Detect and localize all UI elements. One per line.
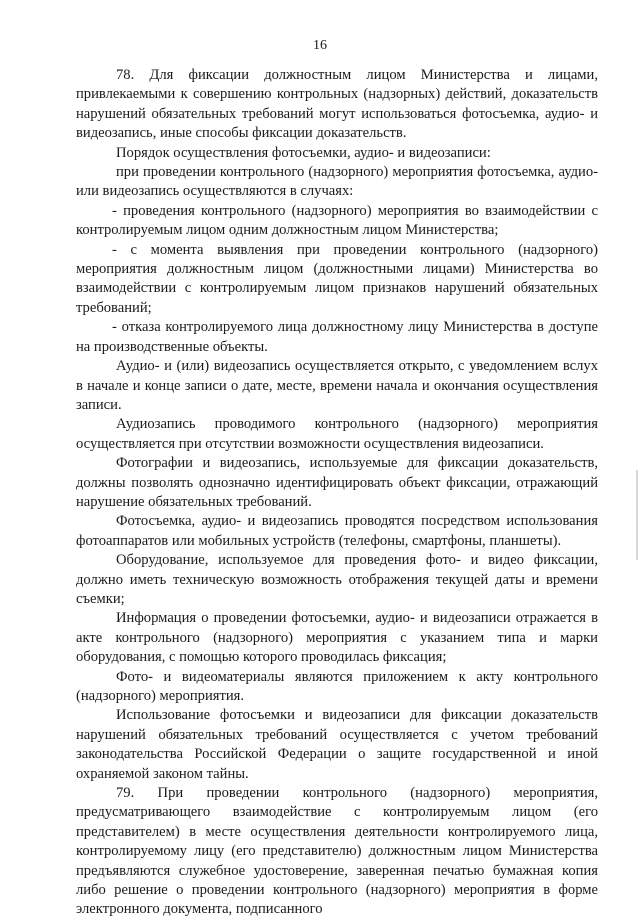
paragraph: Информация о проведении фотосъемки, аудио- и видеозаписи отражается в акте контрольного (надзорного) мероприятия с указанием типа и марки оборудования, с помощью которого проводилась фиксация; bbox=[76, 610, 598, 666]
paragraph: 78. Для фиксации должностным лицом Министерства и лицами, привлекаемыми к совершению контрольных (надзорных) действий, доказательств нарушений обязательных требований могут использоваться фотосъемка, аудио- и видеозапись, иные способы фиксации доказательств. bbox=[76, 67, 598, 142]
paragraph: Фотосъемка, аудио- и видеозапись проводятся посредством использования фотоаппаратов или мобильных устройств (телефоны, смартфоны, планшеты). bbox=[76, 513, 598, 549]
paragraph: Порядок осуществления фотосъемки, аудио- и видеозаписи: bbox=[116, 144, 491, 161]
document-body bbox=[76, 66, 598, 920]
paragraph: при проведении контрольного (надзорного) мероприятия фотосъемка, аудио- или видеозапись осуществляются в случаях: bbox=[76, 164, 598, 200]
paragraph: Использование фотосъемки и видеозаписи для фиксации доказательств нарушений обязательных требований осуществляется с учетом требований законодательства Российской Федерации о защите государственной и иной охраняемой законом тайны. bbox=[76, 707, 598, 782]
paragraph: Фотографии и видеозапись, используемые для фиксации доказательств, должны позволять однозначно идентифицировать объект фиксации, отражающий нарушение обязательных требований. bbox=[76, 455, 598, 510]
scan-edge-mark bbox=[636, 470, 638, 560]
paragraph: Оборудование, используемое для проведения фото- и видео фиксации, должно иметь техническую возможность отображения текущей даты и времени съемки; bbox=[76, 552, 598, 607]
paragraph: Аудио- и (или) видеозапись осуществляется открыто, с уведомлением вслух в начале и конце записи о дате, месте, времени начала и окончания осуществления записи. bbox=[76, 358, 598, 413]
paragraph: Фото- и видеоматериалы являются приложением к акту контрольного (надзорного) мероприятия. bbox=[76, 668, 598, 704]
paragraph: - проведения контрольного (надзорного) мероприятия во взаимодействии с контролируемым лицом одним должностным лицом Министерства; bbox=[76, 202, 598, 239]
page-number: 16 bbox=[313, 38, 327, 53]
paragraph: - с момента выявления при проведении контрольного (надзорного) мероприятия должностным лицом (должностными лицами) Министерства во взаимодействии с контролируемым лицом признаков нарушений обязательных требований; bbox=[76, 241, 598, 316]
paragraph: Аудиозапись проводимого контрольного (надзорного) мероприятия осуществляется при отсутствии возможности осуществления видеозаписи. bbox=[76, 416, 598, 452]
paragraph: - отказа контролируемого лица должностному лицу Министерства в доступе на производственные объекты. bbox=[76, 319, 598, 355]
paragraph: 79. При проведении контрольного (надзорного) мероприятия, предусматривающего взаимодействие с контролируемым лицом (его представителем) в месте осуществления деятельности контролируемого лица, контролируемому лицу (его представителю) должностным лицом Министерства предъявляются служебное удостоверение, заверенная печатью бумажная копия либо решение о проведении контрольного (надзорного) мероприятия в форме электронного документа, подписанного bbox=[76, 785, 598, 918]
